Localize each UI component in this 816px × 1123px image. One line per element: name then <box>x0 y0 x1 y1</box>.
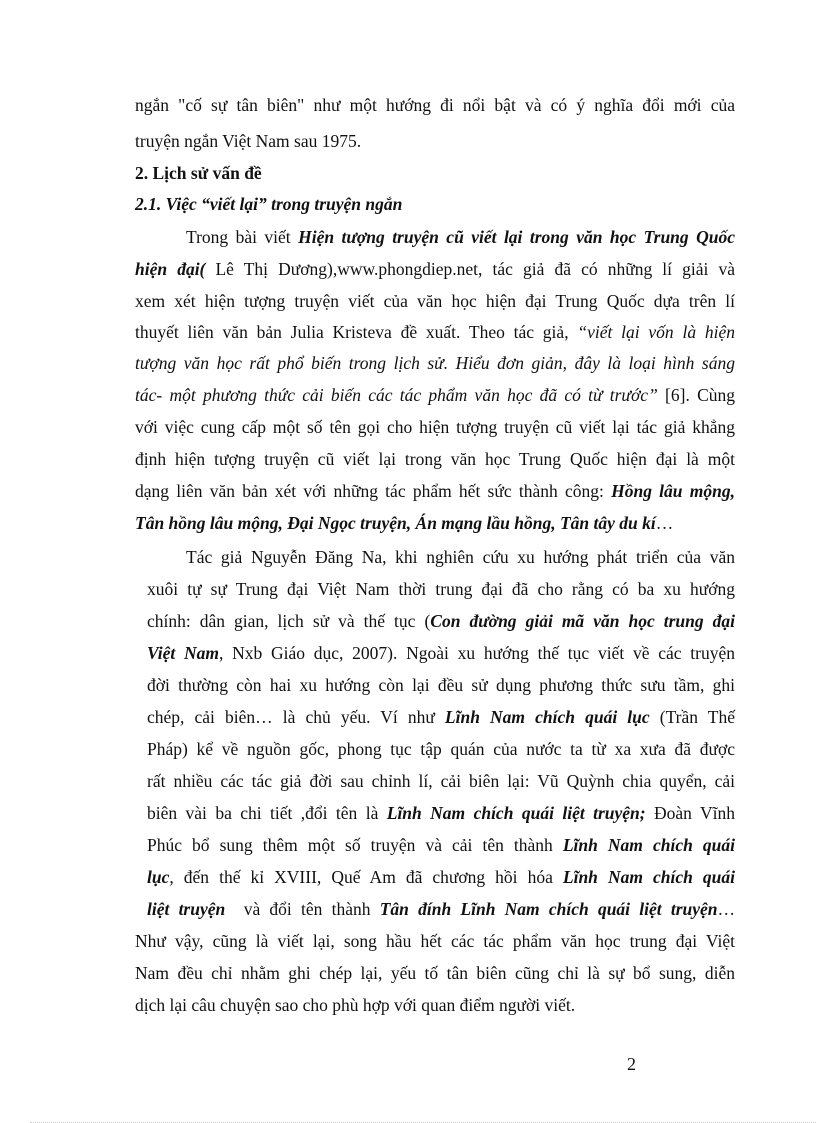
body-text-line <box>147 669 735 701</box>
body-text-line <box>147 701 735 733</box>
work-title: Lĩnh Nam chích quái <box>562 835 735 855</box>
text-run: ngắn "cố sự tân biên" như một hướng đi nổi bật và có ý nghĩa đổi mới của <box>135 95 735 115</box>
body-text-line <box>135 507 735 539</box>
quotation: “viết lại vốn là hiện <box>577 322 735 342</box>
work-title: Lĩnh Nam chích quái lục <box>444 707 650 727</box>
body-text-line <box>135 411 735 443</box>
body-text-line <box>135 347 735 379</box>
body-text-line <box>135 285 735 317</box>
body-text-line <box>135 125 735 157</box>
paragraph-first-line <box>186 541 735 573</box>
text-run: … <box>717 899 736 919</box>
text-run: Phúc bổ sung thêm một số truyện và cải tên thành <box>147 835 563 855</box>
text-run: , đến thế kỉ XVIII, Quế Am đã chương hồi hóa <box>169 867 563 887</box>
quotation: tác- một phương thức cải biến các tác phẩm văn học đã có từ trước” <box>135 385 658 405</box>
work-title: Tân hồng lâu mộng, Đại Ngọc truyện, Án mạng lầu hồng, Tân tây du kí <box>135 513 656 533</box>
body-text-line <box>147 829 735 861</box>
body-text-line <box>135 475 735 507</box>
text-run: Trong bài viết <box>186 227 299 247</box>
body-text-line <box>147 733 735 765</box>
text-run: Đoàn Vĩnh <box>645 803 736 823</box>
subsection-heading <box>135 188 735 220</box>
text-run: thuyết liên văn bản Julia Kristeva đề xuất. Theo tác giả, <box>135 322 578 342</box>
body-text-line <box>147 861 735 893</box>
heading-text: 2.1. Việc “viết lại” trong truyện ngắn <box>135 194 403 214</box>
text-run: , Nxb Giáo dục, 2007). Ngoài xu hướng thế tục viết về các truyện <box>218 643 735 663</box>
paragraph-first-line <box>186 221 735 253</box>
work-title: Con đường giải mã văn học trung đại <box>430 611 735 631</box>
body-text-line <box>135 989 735 1021</box>
quotation: tượng văn học rất phổ biến trong lịch sử. Hiểu đơn giản, đây là loại hình sáng <box>135 353 735 373</box>
citation: [6]. Cùng <box>657 385 736 405</box>
body-text-line <box>135 379 735 411</box>
body-text-line <box>135 316 735 348</box>
work-title: lục <box>147 867 170 887</box>
text-run: rất nhiều các tác giả đời sau chỉnh lí, cải biên lại: Vũ Quỳnh chia quyển, cải <box>147 771 735 791</box>
text-run: Như vậy, cũng là viết lại, song hầu hết các tác phẩm văn học trung đại Việt <box>135 931 735 951</box>
text-run: định hiện tượng truyện cũ viết lại trong văn học Trung Quốc hiện đại là một <box>135 449 735 469</box>
text-run: biên vài ba chi tiết ,đổi tên là <box>147 803 387 823</box>
text-run: chép, cải biên… là chủ yếu. Ví như <box>147 707 445 727</box>
heading-text: 2. Lịch sử vấn đề <box>135 163 262 183</box>
text-run: dạng liên văn bản xét với những tác phẩm hết sức thành công: <box>135 481 612 501</box>
text-run: Tác giả Nguyễn Đăng Na, khi nghiên cứu xu hướng phát triển của văn <box>186 547 735 567</box>
text-run: Lê Thị Dương),www.phongdiep.net, tác giả đã có những lí giải và <box>205 259 735 279</box>
work-title: Hồng lâu mộng, <box>611 481 735 501</box>
body-text-line <box>147 573 735 605</box>
body-text-line <box>135 89 735 121</box>
body-text-line <box>135 253 735 285</box>
text-run: xem xét hiện tượng truyện viết của văn học hiện đại Trung Quốc dựa trên lí <box>135 291 735 311</box>
work-title: Lĩnh Nam chích quái <box>562 867 735 887</box>
work-title: liệt truyện <box>147 899 226 919</box>
work-title: Tân đính Lĩnh Nam chích quái liệt truyện <box>379 899 718 919</box>
text-run: (Trần Thế <box>649 707 735 727</box>
body-text-line <box>147 765 735 797</box>
body-text-line <box>147 893 735 925</box>
article-title: Hiện tượng truyện cũ viết lại trong văn học Trung Quốc <box>298 227 735 247</box>
page-number: 2 <box>627 1054 636 1074</box>
text-run: Pháp) kể về nguồn gốc, phong tục tập quán của nước ta từ xa xưa đã được <box>147 739 735 759</box>
body-text-line <box>135 957 735 989</box>
text-run: Nam đều chỉ nhằm ghi chép lại, yếu tố tân biên cũng chỉ là sự bổ sung, diễn <box>135 963 735 983</box>
body-text-line <box>147 797 735 829</box>
text-run: … <box>655 513 674 533</box>
text-run: với việc cung cấp một số tên gọi cho hiện tượng truyện cũ viết lại tác giả khẳng <box>135 417 735 437</box>
body-text-line <box>135 443 735 475</box>
body-text-line <box>147 605 735 637</box>
body-text-line <box>147 637 735 669</box>
text-run: dịch lại câu chuyện sao cho phù hợp với quan điểm người viết. <box>135 995 576 1015</box>
text-run: đời thường còn hai xu hướng còn lại đều sử dụng phương thức sưu tầm, ghi <box>147 675 735 695</box>
text-run: xuôi tự sự Trung đại Việt Nam thời trung đại đã cho rằng có ba xu hướng <box>147 579 735 599</box>
section-heading <box>135 157 735 189</box>
text-run: chính: dân gian, lịch sử và thế tục ( <box>147 611 431 631</box>
work-title: Việt Nam <box>147 643 219 663</box>
work-title: Lĩnh Nam chích quái liệt truyện; <box>386 803 646 823</box>
body-text-line <box>135 925 735 957</box>
text-run: và đổi tên thành <box>225 899 380 919</box>
article-title: hiện đại( <box>135 259 206 279</box>
text-run: truyện ngắn Việt Nam sau 1975. <box>135 131 362 151</box>
